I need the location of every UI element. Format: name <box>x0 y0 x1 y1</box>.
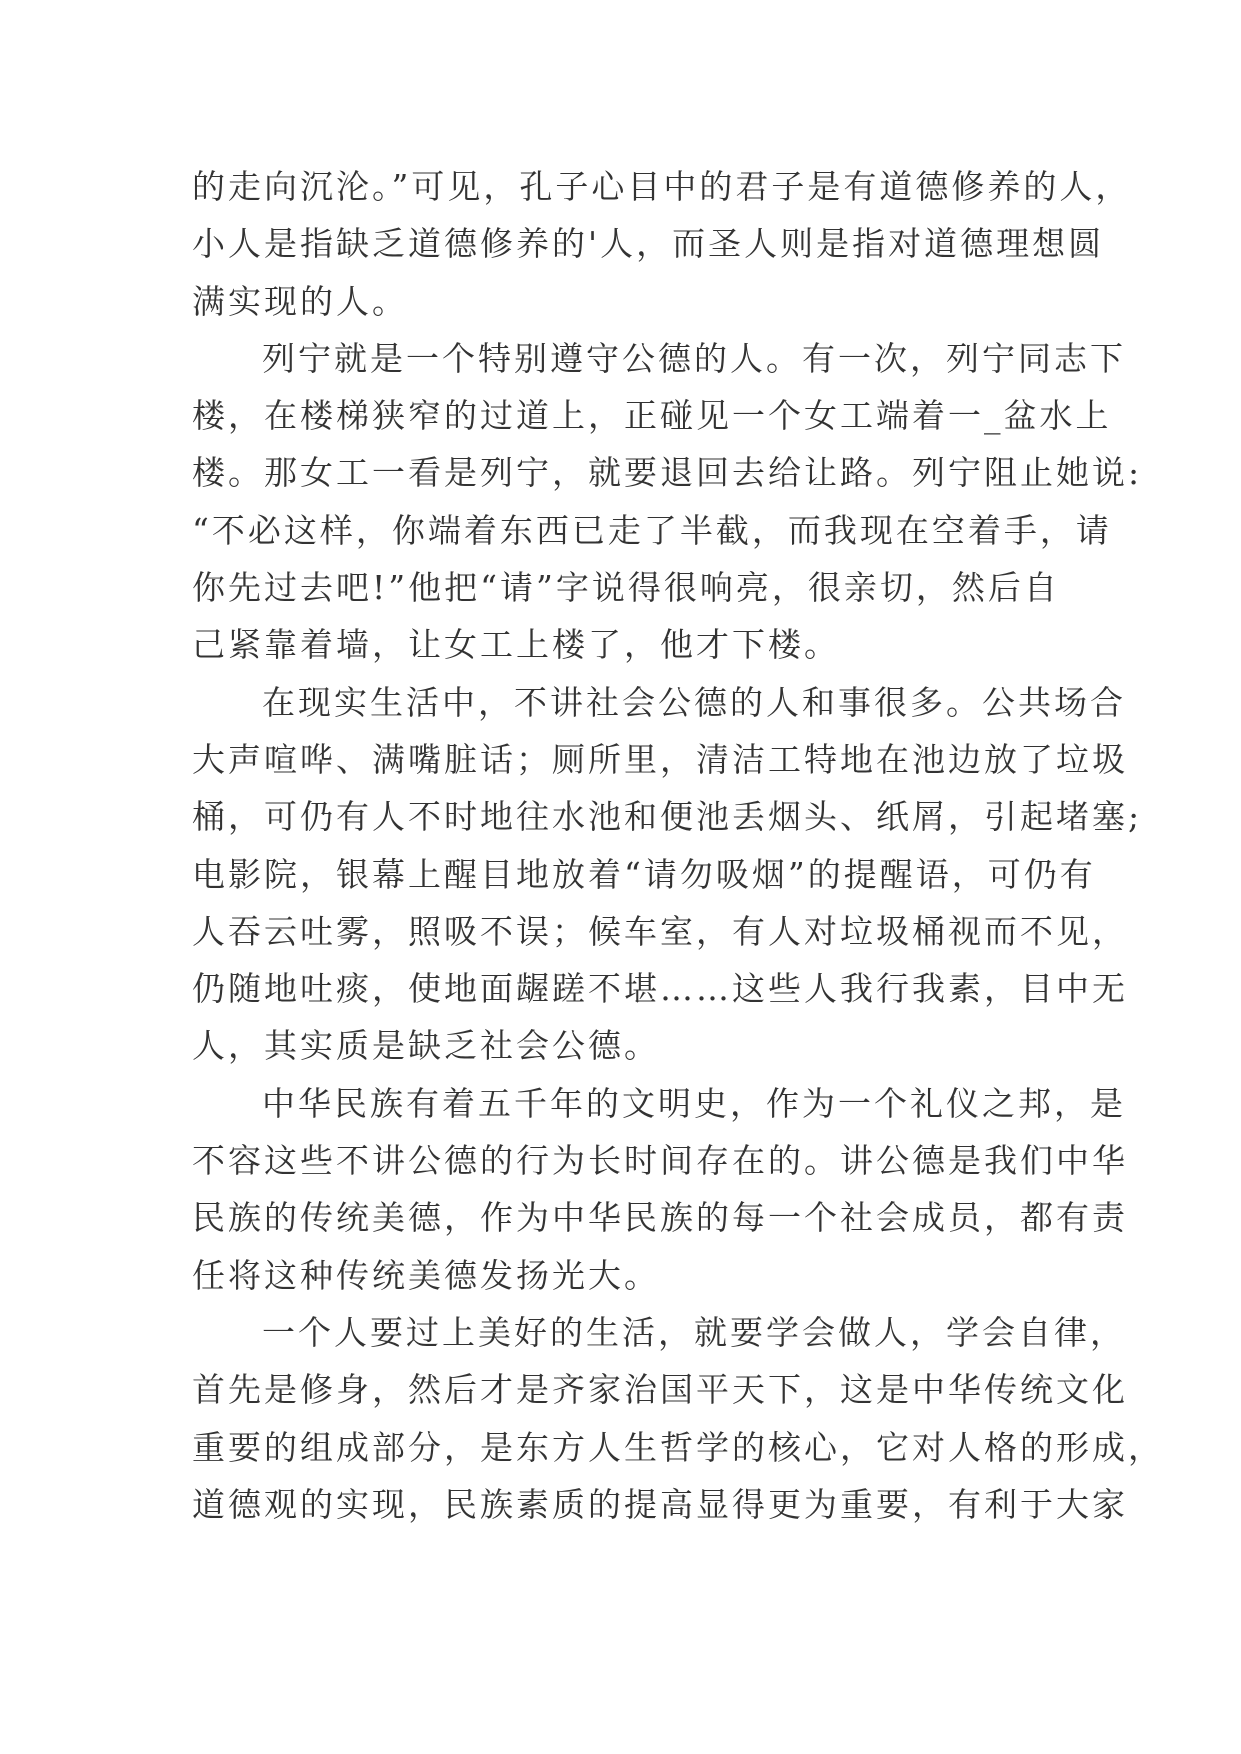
text-line: 一个人要过上美好的生活，就要学会做人，学会自律， <box>262 1312 1126 1352</box>
text-line: 楼，在楼梯狭窄的过道上，正碰见一个女工端着一_盆水上 <box>192 396 1112 436</box>
text-line: 的走向沉沦。”可见，孔子心目中的君子是有道德修养的人， <box>192 167 1132 206</box>
text-line: 满实现的人。 <box>192 281 408 321</box>
text-line: 小人是指缺乏道德修养的'人，而圣人则是指对道德理想圆 <box>192 224 1105 264</box>
text-line: “不必这样，你端着东西已走了半截，而我现在空着手，请 <box>192 510 1112 550</box>
text-line: 桶，可仍有人不时地往水池和便池丢烟头、纸屑，引起堵塞; <box>192 797 1143 837</box>
text-line: 仍随地吐痰，使地面龌蹉不堪……这些人我行我素，目中无 <box>192 969 1128 1009</box>
text-line: 电影院，银幕上醒目地放着“请勿吸烟”的提醒语，可仍有 <box>192 854 1096 894</box>
text-line: 不容这些不讲公德的行为长时间存在的。讲公德是我们中华 <box>192 1141 1128 1181</box>
text-line: 列宁就是一个特别遵守公德的人。有一次，列宁同志下 <box>262 338 1126 378</box>
text-line: 民族的传统美德，作为中华民族的每一个社会成员，都有责 <box>192 1198 1128 1238</box>
text-line: 人吞云吐雾，照吸不误；候车室，有人对垃圾桶视而不见， <box>192 911 1128 951</box>
text-line: 道德观的实现，民族素质的提高显得更为重要，有利于大家 <box>192 1484 1128 1524</box>
text-line: 人，其实质是缺乏社会公德。 <box>192 1026 660 1066</box>
text-line: 大声喧哗、满嘴脏话；厕所里，清洁工特地在池边放了垃圾 <box>192 739 1128 779</box>
text-line: 你先过去吧!”他把“请”字说得很响亮，很亲切，然后自 <box>192 568 1060 608</box>
text-line: 任将这种传统美德发扬光大。 <box>192 1255 660 1295</box>
text-line: 中华民族有着五千年的文明史，作为一个礼仪之邦，是 <box>262 1083 1126 1123</box>
text-line: 己紧靠着墙，让女工上楼了，他才下楼。 <box>192 625 840 665</box>
text-line: 在现实生活中，不讲社会公德的人和事很多。公共场合 <box>262 682 1126 722</box>
document-body <box>192 158 1164 1533</box>
text-line: 楼。那女工一看是列宁，就要退回去给让路。列宁阻止她说: <box>192 453 1143 493</box>
text-line: 首先是修身，然后才是齐家治国平天下，这是中华传统文化 <box>192 1370 1128 1410</box>
text-line: 重要的组成部分，是东方人生哲学的核心，它对人格的形成， <box>192 1427 1164 1467</box>
